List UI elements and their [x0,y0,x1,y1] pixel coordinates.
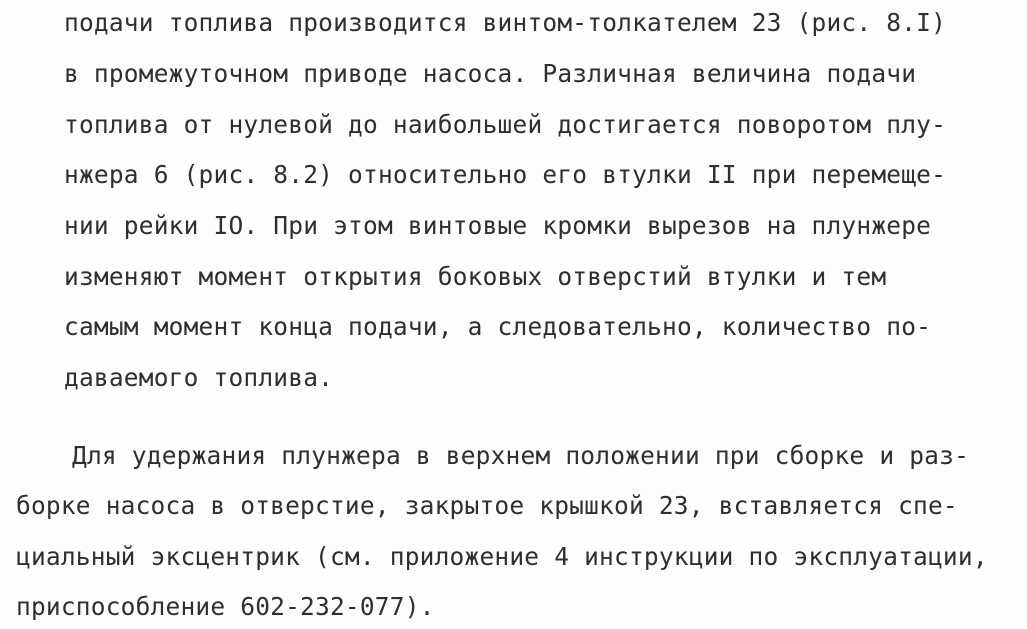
text-line: даваемого топлива. [64,363,334,392]
text-line: нии рейки IO. При этом винтовые кромки вырезов на плунжере [64,211,932,240]
text-line: борке насоса в отверстие, закрытое крышкой 23, вставляется спе- [16,491,958,520]
text-line: циальный эксцентрик (см. приложение 4 инструкции по эксплуатации, [16,542,988,571]
text-line: подачи топлива производится винтом-толкателем 23 (рис. 8.I) [64,8,947,37]
text-line: топлива от нулевой до наибольшей достигается поворотом плу- [64,110,947,139]
text-line: Для удержания плунжера в верхнем положении при сборке и раз- [72,441,970,470]
text-line: изменяют момент открытия боковых отверстий втулки и тем [64,262,887,291]
text-line: самым момент конца подачи, а следовательно, количество по- [64,312,932,341]
text-line: приспособление 602-232-077). [16,592,435,621]
text-line: в промежуточном приводе насоса. Различная величина подачи [64,59,917,88]
text-line: нжера 6 (рис. 8.2) относительно его втулки II при перемеще- [64,160,947,189]
